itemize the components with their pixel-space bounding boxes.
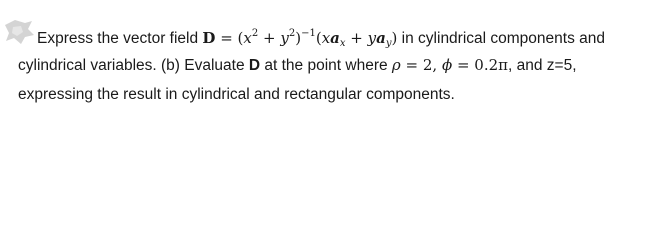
close-paren: )	[295, 29, 302, 47]
line2-prefix-text: cylindrical variables. (b) Evaluate	[18, 57, 249, 74]
phi-value: = 0.2π	[452, 56, 508, 74]
line2-suffix-text: , and z=5,	[508, 57, 577, 74]
var-x: x	[243, 29, 252, 47]
line2-mid-text: at the point where	[260, 57, 392, 74]
plus-sign: +	[258, 29, 281, 47]
line1-prefix-text: Express the vector field	[37, 30, 203, 47]
var-y: y	[280, 29, 289, 47]
coef-x: x	[321, 29, 331, 47]
open-paren: (	[315, 29, 322, 47]
problem-line-1	[37, 25, 605, 53]
line3-text: expressing the result in cylindrical and rectangular components.	[18, 86, 455, 103]
unit-vector-sub-y: y	[385, 38, 392, 49]
coef-y: y	[367, 29, 377, 47]
problem-line-3	[18, 86, 455, 104]
unit-vector-a: a	[330, 29, 340, 47]
equals-sign: = (	[215, 29, 244, 47]
rho-value: = 2,	[400, 56, 442, 74]
field-symbol-d: D	[202, 29, 216, 47]
plus-sign: +	[345, 29, 368, 47]
line1-suffix-text: in cylindrical components and	[397, 30, 606, 47]
field-symbol-d: D	[248, 57, 261, 74]
problem-line-2	[18, 56, 577, 75]
unit-vector-a: a	[376, 29, 386, 47]
negative-one-exponent: −1	[301, 28, 316, 39]
logo-icon	[1, 17, 37, 45]
rho-symbol: ρ	[391, 56, 401, 74]
y-exponent: 2	[288, 28, 296, 39]
unit-vector-sub-x: x	[339, 38, 346, 49]
close-paren: )	[391, 29, 398, 47]
x-exponent: 2	[251, 28, 259, 39]
phi-symbol: ϕ	[441, 56, 453, 74]
